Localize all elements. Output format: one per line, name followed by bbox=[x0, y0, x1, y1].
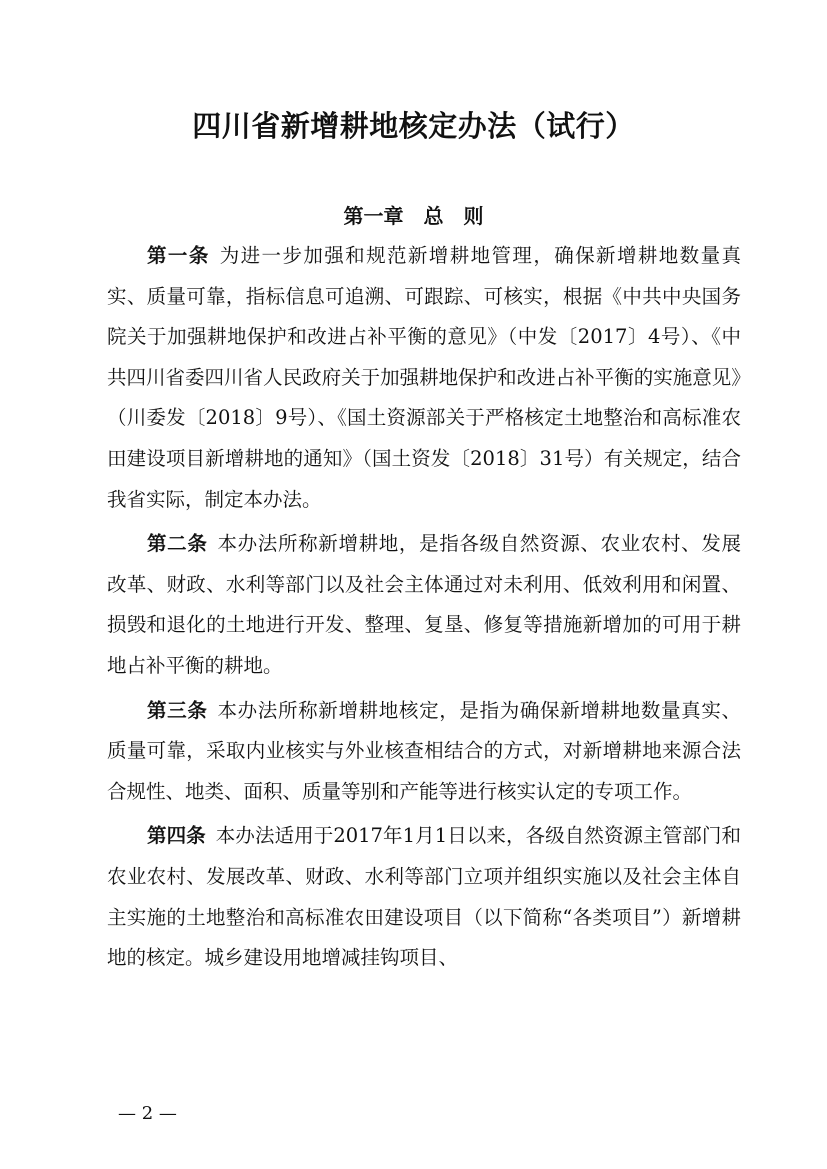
article-3 bbox=[107, 691, 741, 813]
document-body bbox=[107, 236, 741, 983]
article-1 bbox=[107, 236, 741, 520]
article-label: 第三条 bbox=[147, 698, 208, 722]
article-label: 第一条 bbox=[147, 244, 210, 267]
article-2 bbox=[107, 524, 741, 686]
article-label: 第四条 bbox=[147, 824, 206, 848]
article-text: 本办法适用于2017年1月1日以来，各级自然资源主管部门和农业农村、发展改革、财政、水利等部门立项并组织实施以及社会主体自主实施的土地整治和高标准农田建设项目（以下简称“各类项目”）新增耕地的核定。城乡建设用地增减挂钩项目、 bbox=[107, 824, 741, 970]
article-label: 第二条 bbox=[147, 532, 208, 556]
page-number: — 2 — bbox=[118, 1103, 177, 1124]
chapter-heading: 第一章 总 则 bbox=[343, 204, 484, 228]
article-text: 为进一步加强和规范新增耕地管理，确保新增耕地数量真实、质量可靠，指标信息可追溯、可跟踪、可核实，根据《中共中央国务院关于加强耕地保护和改进占补平衡的意见》（中发〔2017〕4号）、《中共四川省委四川省人民政府关于加强耕地保护和改进占补平衡的实施意见》（川委发〔2018〕9号）、《国土资源部关于严格核定土地整治和高标准农田建设项目新增耕地的通知》（国土资发〔2018〕31号）有关规定，结合我省实际，制定本办法。 bbox=[107, 244, 741, 511]
article-4 bbox=[107, 816, 741, 978]
article-text: 本办法所称新增耕地核定，是指为确保新增耕地数量真实、质量可靠，采取内业核实与外业核查相结合的方式，对新增耕地来源合法合规性、地类、面积、质量等别和产能等进行核实认定的专项工作。 bbox=[107, 698, 741, 803]
document-title: 四川省新增耕地核定办法（试行） bbox=[192, 109, 635, 143]
article-text: 本办法所称新增耕地，是指各级自然资源、农业农村、发展改革、财政、水利等部门以及社会主体通过对未利用、低效利用和闲置、损毁和退化的土地进行开发、整理、复垦、修复等措施新增加的可用于耕地占补平衡的耕地。 bbox=[107, 532, 741, 677]
